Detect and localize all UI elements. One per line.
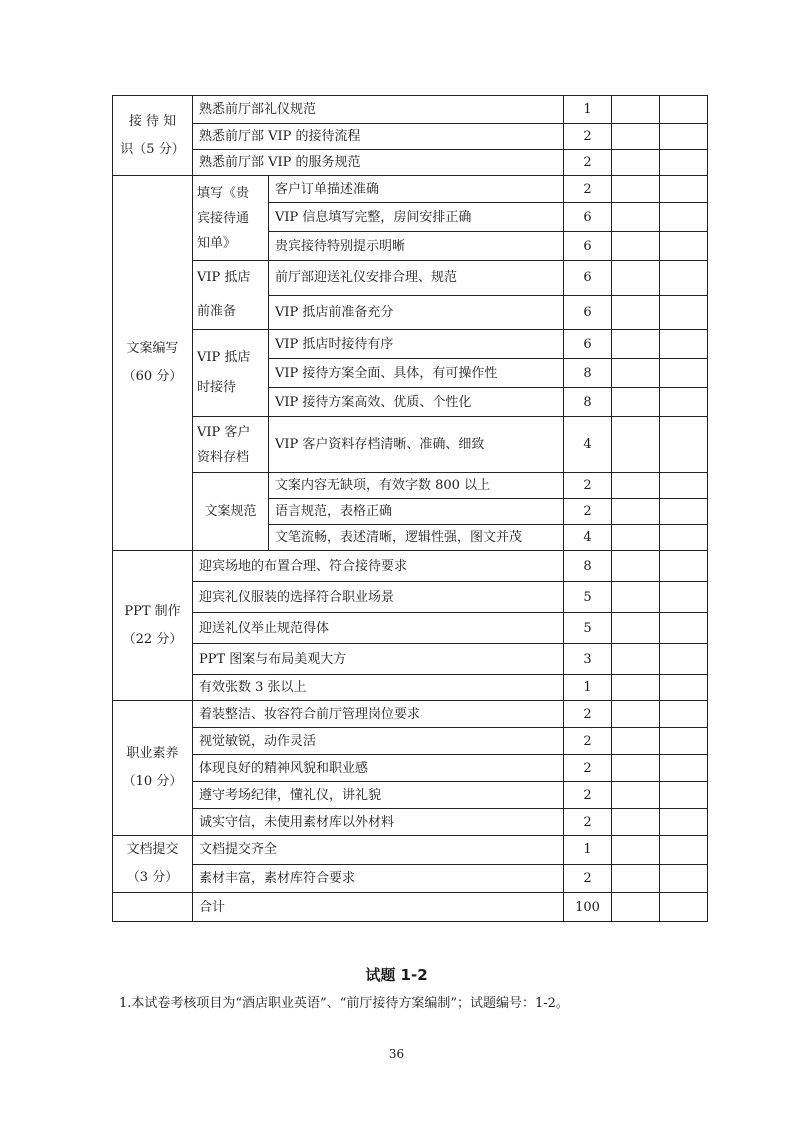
section-heading: 试题 1-2 (365, 966, 428, 984)
item-score: 2 (564, 176, 612, 203)
blank-cell (612, 203, 660, 232)
subcategory-line: 填写《贵 (197, 185, 250, 201)
item-score: 2 (564, 728, 612, 755)
item-score: 2 (564, 473, 612, 499)
blank-cell (660, 582, 708, 613)
blank-cell (660, 203, 708, 232)
blank-cell (660, 836, 708, 865)
item-score: 8 (564, 388, 612, 417)
blank-cell (612, 728, 660, 755)
blank-cell (660, 644, 708, 675)
item-score: 2 (564, 124, 612, 150)
item-text: PPT 图案与布局美观大方 (193, 644, 564, 675)
item-score: 1 (564, 836, 612, 865)
blank-cell (660, 124, 708, 150)
blank-cell (612, 232, 660, 261)
item-text: 体现良好的精神风貌和职业感 (193, 755, 564, 782)
item-text: 迎宾场地的布置合理、符合接待要求 (193, 551, 564, 582)
category-copywriting-line2: （60 分） (122, 369, 183, 384)
blank-cell (612, 809, 660, 836)
item-text: 文案内容无缺项，有效字数 800 以上 (269, 473, 564, 499)
category-ppt (113, 551, 193, 701)
page-number: 36 (388, 1047, 405, 1061)
item-text: 前厅部迎送礼仪安排合理、规范 (269, 261, 564, 296)
item-score: 2 (564, 864, 612, 893)
item-text: VIP 接待方案全面、具体，有可操作性 (269, 359, 564, 388)
blank-cell (660, 232, 708, 261)
item-text: VIP 信息填写完整，房间安排正确 (269, 203, 564, 232)
blank-cell (612, 644, 660, 675)
subcategory-archive (193, 417, 269, 473)
item-text: 文档提交齐全 (193, 836, 564, 865)
blank-cell (660, 150, 708, 176)
item-text: 迎送礼仪举止规范得体 (193, 613, 564, 644)
subcategory-line: VIP 抵店 (197, 270, 251, 285)
item-text: 熟悉前厅部礼仪规范 (193, 96, 564, 124)
blank-cell (660, 864, 708, 893)
item-text: 有效张数 3 张以上 (193, 675, 564, 701)
blank-cell (660, 782, 708, 809)
item-score: 3 (564, 644, 612, 675)
category-submission-line2: （3 分） (126, 870, 179, 885)
category-copywriting (113, 176, 193, 551)
category-ppt-line1: PPT 制作 (124, 603, 181, 619)
category-reception-line2: 识（5 分） (120, 141, 185, 157)
blank-cell (660, 330, 708, 359)
category-professionalism-line1: 职业素养 (126, 746, 179, 761)
item-text: VIP 接待方案高效、优质、个性化 (269, 388, 564, 417)
item-score: 8 (564, 551, 612, 582)
item-text: 文笔流畅，表述清晰，逻辑性强，图文并茂 (269, 525, 564, 551)
subcategory-line: 时接待 (197, 380, 237, 395)
item-text: 熟悉前厅部 VIP 的接待流程 (193, 124, 564, 150)
item-score: 6 (564, 203, 612, 232)
blank-cell (660, 728, 708, 755)
blank-cell (612, 295, 660, 330)
item-score: 2 (564, 809, 612, 836)
item-score: 6 (564, 261, 612, 296)
subcategory-vip-notice-form (193, 176, 269, 261)
subcategory-line: 文案规范 (204, 504, 257, 519)
item-score: 6 (564, 232, 612, 261)
item-score: 4 (564, 525, 612, 551)
blank-cell (660, 675, 708, 701)
item-text: VIP 抵店时接待有序 (269, 330, 564, 359)
exam-description: 1.本试卷考核项目为“酒店职业英语”、“前厅接待方案编制”；试题编号：1-2。 (119, 996, 569, 1011)
item-text: 客户订单描述准确 (269, 176, 564, 203)
subcategory-line: 知单》 (197, 235, 237, 251)
subcategory-line: 前准备 (197, 304, 237, 319)
blank-cell (660, 613, 708, 644)
item-score: 2 (564, 755, 612, 782)
blank-cell (113, 893, 193, 922)
item-text: 语言规范，表格正确 (269, 499, 564, 525)
total-score: 100 (564, 893, 612, 922)
item-score: 5 (564, 582, 612, 613)
blank-cell (660, 893, 708, 922)
blank-cell (660, 809, 708, 836)
blank-cell (612, 893, 660, 922)
blank-cell (612, 613, 660, 644)
item-text: 视觉敏锐，动作灵活 (193, 728, 564, 755)
item-score: 2 (564, 782, 612, 809)
blank-cell (660, 551, 708, 582)
blank-cell (660, 417, 708, 473)
blank-cell (612, 150, 660, 176)
blank-cell (660, 701, 708, 728)
blank-cell (612, 864, 660, 893)
item-score: 6 (564, 330, 612, 359)
blank-cell (612, 755, 660, 782)
subcategory-pre-arrival (193, 261, 269, 330)
item-text: 迎宾礼仪服装的选择符合职业场景 (193, 582, 564, 613)
category-ppt-line2: （22 分） (122, 631, 183, 647)
subcategory-line: VIP 客户 (197, 424, 251, 440)
blank-cell (612, 261, 660, 296)
item-text: VIP 抵店前准备充分 (269, 295, 564, 330)
blank-cell (612, 499, 660, 525)
blank-cell (660, 525, 708, 551)
blank-cell (660, 473, 708, 499)
blank-cell (612, 701, 660, 728)
subcategory-on-arrival (193, 330, 269, 417)
blank-cell (612, 582, 660, 613)
category-copywriting-line1: 文案编写 (126, 341, 179, 356)
item-text: 诚实守信，未使用素材库以外材料 (193, 809, 564, 836)
item-score: 1 (564, 675, 612, 701)
category-professionalism (113, 701, 193, 836)
blank-cell (612, 124, 660, 150)
blank-cell (660, 261, 708, 296)
subcategory-copy-standard (193, 473, 269, 551)
item-score: 1 (564, 96, 612, 124)
blank-cell (612, 417, 660, 473)
blank-cell (612, 388, 660, 417)
item-text: VIP 客户资料存档清晰、准确、细致 (269, 417, 564, 473)
blank-cell (612, 176, 660, 203)
blank-cell (612, 551, 660, 582)
item-text: 贵宾接待特别提示明晰 (269, 232, 564, 261)
blank-cell (612, 359, 660, 388)
item-text: 素材丰富，素材库符合要求 (193, 864, 564, 893)
category-submission-line1: 文档提交 (126, 842, 179, 857)
subcategory-line: 宾接待通 (197, 210, 250, 226)
blank-cell (612, 96, 660, 124)
item-score: 5 (564, 613, 612, 644)
item-score: 8 (564, 359, 612, 388)
category-submission (113, 836, 193, 893)
blank-cell (660, 96, 708, 124)
total-label: 合计 (193, 893, 564, 922)
category-professionalism-line2: （10 分） (122, 774, 183, 789)
blank-cell (612, 525, 660, 551)
item-score: 2 (564, 499, 612, 525)
item-text: 熟悉前厅部 VIP 的服务规范 (193, 150, 564, 176)
blank-cell (612, 836, 660, 865)
scoring-table (112, 95, 708, 922)
item-score: 2 (564, 150, 612, 176)
item-text: 着装整洁、妆容符合前厅管理岗位要求 (193, 701, 564, 728)
blank-cell (612, 675, 660, 701)
blank-cell (612, 473, 660, 499)
blank-cell (612, 782, 660, 809)
blank-cell (660, 359, 708, 388)
blank-cell (660, 755, 708, 782)
subcategory-line: 资料存档 (197, 449, 250, 465)
blank-cell (660, 295, 708, 330)
blank-cell (612, 330, 660, 359)
subcategory-line: VIP 抵店 (197, 350, 251, 365)
category-reception-line1: 接 待 知 (128, 113, 177, 129)
category-reception (113, 96, 193, 176)
item-score: 2 (564, 701, 612, 728)
item-score: 4 (564, 417, 612, 473)
blank-cell (660, 499, 708, 525)
item-score: 6 (564, 295, 612, 330)
blank-cell (660, 176, 708, 203)
blank-cell (660, 388, 708, 417)
item-text: 遵守考场纪律，懂礼仪，讲礼貌 (193, 782, 564, 809)
